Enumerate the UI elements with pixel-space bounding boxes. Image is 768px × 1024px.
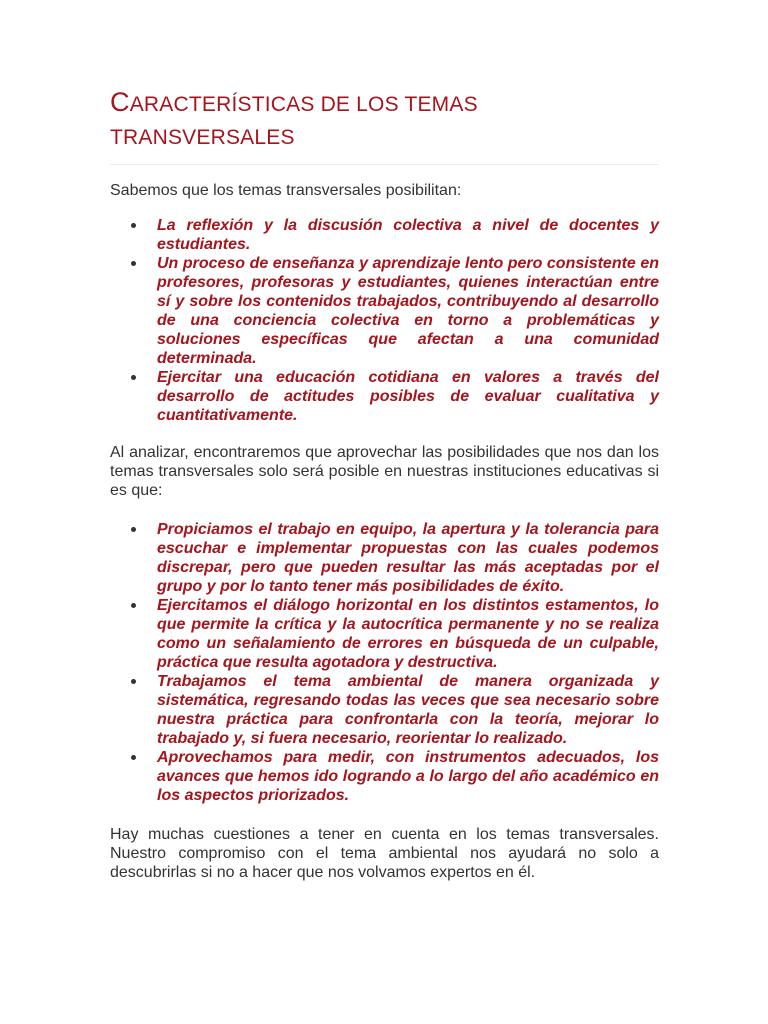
list-item-text: La reflexión y la discusión colectiva a nivel de docentes y estudiantes. bbox=[157, 217, 659, 253]
bullet-icon bbox=[131, 261, 136, 266]
title-initial: C bbox=[110, 87, 130, 117]
list-item-text: Aprovechamos para medir, con instrumentos adecuados, los avances que hemos ido logrando a lo largo del año académico en los aspectos priorizados. bbox=[157, 749, 659, 804]
list-item bbox=[110, 368, 659, 425]
list-item bbox=[110, 748, 659, 805]
list-item bbox=[110, 596, 659, 672]
analysis-paragraph: Al analizar, encontraremos que aprovechar las posibilidades que nos dan los temas transversales solo será posible en nuestras instituciones educativas si es que: bbox=[110, 444, 659, 499]
document-page bbox=[110, 86, 659, 882]
bullet-icon bbox=[131, 527, 136, 532]
bullet-icon bbox=[131, 603, 136, 608]
list-item bbox=[110, 672, 659, 748]
list-item bbox=[110, 254, 659, 368]
title-line1: ARACTERÍSTICAS DE LOS TEMAS bbox=[129, 93, 478, 116]
title-line2: TRANSVERSALES bbox=[110, 126, 295, 149]
list-item bbox=[110, 520, 659, 596]
list-item bbox=[110, 216, 659, 254]
bullet-icon bbox=[131, 679, 136, 684]
list-item-text: Ejercitar una educación cotidiana en valores a través del desarrollo de actitudes posibles de evaluar cualitativa y cuantitativamente. bbox=[157, 369, 659, 424]
page-title bbox=[110, 86, 659, 154]
list-item-text: Ejercitamos el diálogo horizontal en los distintos estamentos, lo que permite la crítica y la autocrítica permanente y no se realiza como un señalamiento de errores en búsqueda de un culpable, práctica que resulta agotadora y destructiva. bbox=[157, 597, 659, 671]
list-item-text: Propiciamos el trabajo en equipo, la apertura y la tolerancia para escuchar e implementar propuestas con las cuales podemos discrepar, pero que pueden resultar las más aceptadas por el grupo y por lo tanto tener más posibilidades de éxito. bbox=[157, 521, 659, 595]
bullet-icon bbox=[131, 375, 136, 380]
bullet-icon bbox=[131, 755, 136, 760]
list-item-text: Un proceso de enseñanza y aprendizaje lento pero consistente en profesores, profesoras y estudiantes, quienes interactúan entre sí y sobre los contenidos trabajados, contribuyendo al desarrollo de una conciencia colectiva en torno a problemáticas y soluciones específicas que afectan a una comunidad determinada. bbox=[157, 255, 659, 367]
conditions-list bbox=[110, 520, 659, 805]
closing-paragraph: Hay muchas cuestiones a tener en cuenta en los temas transversales. Nuestro compromiso con el tema ambiental nos ayudará no solo a descubrirlas si no a hacer que nos volvamos expertos en él. bbox=[110, 826, 659, 881]
title-divider bbox=[110, 164, 659, 165]
benefits-list bbox=[110, 216, 659, 425]
intro-paragraph: Sabemos que los temas transversales posibilitan: bbox=[110, 182, 462, 199]
list-item-text: Trabajamos el tema ambiental de manera organizada y sistemática, regresando todas las veces que sea necesario sobre nuestra práctica para confrontarla con la teoría, mejorar lo trabajado y, si fuera necesario, reorientar lo realizado. bbox=[157, 673, 659, 747]
bullet-icon bbox=[131, 223, 136, 228]
